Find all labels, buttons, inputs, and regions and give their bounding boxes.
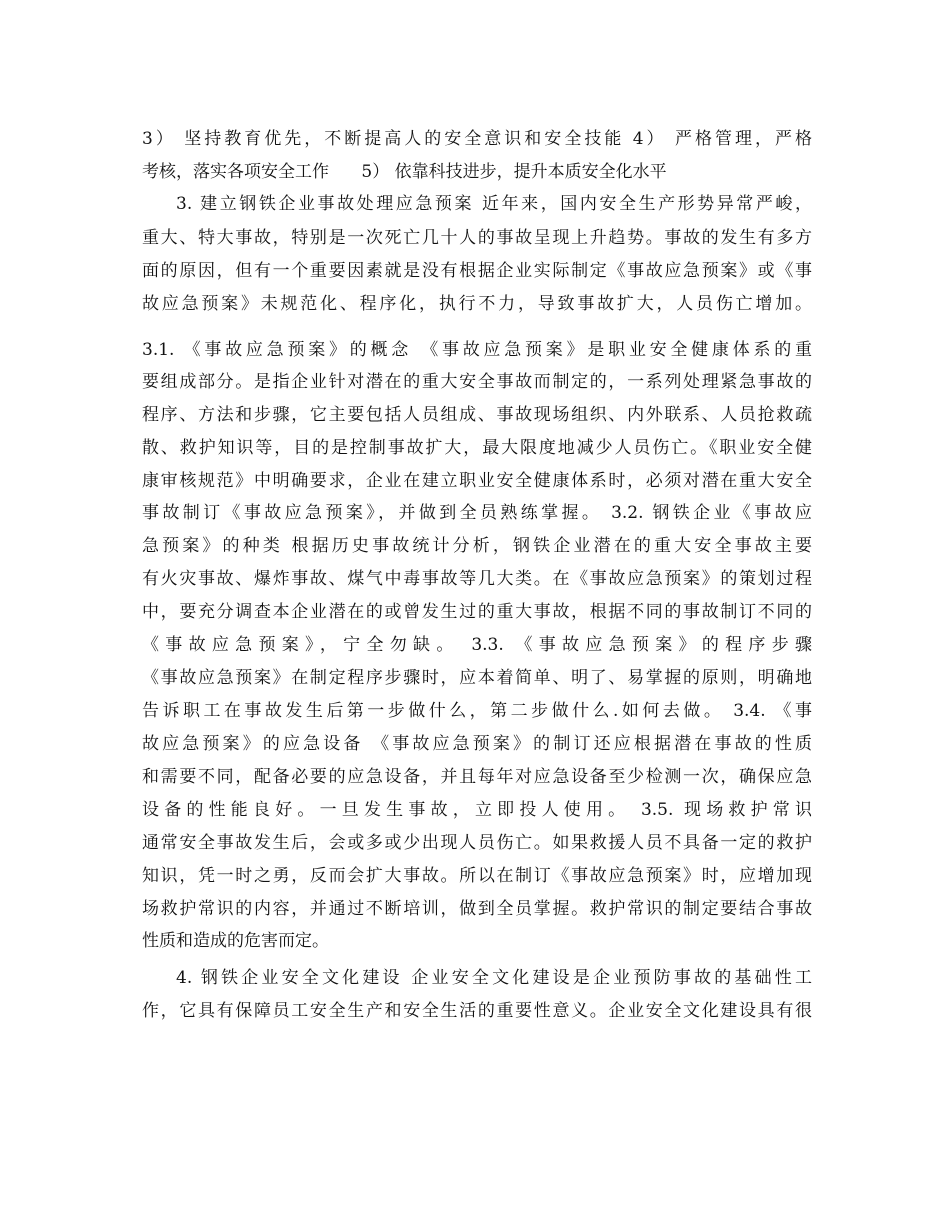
text-line: 和需要不同，配备必要的应急设备，并且每年对应急设备至少检测一次，确保应急 — [142, 767, 812, 787]
text-line: 考核，落实各项安全工作 5） 依靠科技进步，提升本质安全化水平 — [142, 162, 667, 182]
text-line: 《事故应急预案》在制定程序步骤时，应本着简单、明了、易掌握的原则，明确地 — [142, 668, 812, 688]
text-line: 知识，凭一时之勇，反而会扩大事故。所以在制订《事故应急预案》时，应增加现 — [142, 866, 812, 886]
text-line: 3.1. 《事故应急预案》的概念 《事故应急预案》是职业安全健康体系的重 — [142, 340, 812, 360]
text-line: 面的原因，但有一个重要因素就是没有根据企业实际制定《事故应急预案》或《事 — [142, 261, 812, 281]
text-line: 重大、特大事故，特别是一次死亡几十人的事故呈现上升趋势。事故的发生有多方 — [142, 228, 812, 248]
text-line: 急预案》的种类 根据历史事故统计分析，钢铁企业潜在的重大安全事故主要 — [142, 536, 812, 556]
text-line: 告诉职工在事故发生后第一步做什么，第二步做什么.如何去做。 3.4. 《事 — [142, 701, 812, 721]
text-line: 作，它具有保障员工安全生产和安全生活的重要性意义。企业安全文化建设具有很 — [142, 1001, 812, 1021]
text-line: 故应急预案》的应急设备 《事故应急预案》的制订还应根据潜在事故的性质 — [142, 734, 812, 754]
text-line: 康审核规范》中明确要求，企业在建立职业安全健康体系时，必须对潜在重大安全 — [142, 471, 812, 491]
text-line: 程序、方法和步骤，它主要包括人员组成、事故现场组织、内外联系、人员抢救疏 — [142, 405, 812, 425]
text-line: 设备的性能良好。一旦发生事故，立即投人使用。 3.5. 现场救护常识 — [142, 800, 812, 820]
text-line: 事故制订《事故应急预案》，并做到全员熟练掌握。 3.2. 钢铁企业《事故应 — [142, 503, 812, 523]
text-line: 有火灾事故、爆炸事故、煤气中毒事故等几大类。在《事故应急预案》的策划过程 — [142, 569, 812, 589]
text-line: 性质和造成的危害而定。 — [142, 931, 329, 951]
text-line: 场救护常识的内容，并通过不断培训，做到全员掌握。救护常识的制定要结合事故 — [142, 899, 812, 919]
text-line: 故应急预案》未规范化、程序化，执行不力，导致事故扩大，人员伤亡增加。 — [142, 294, 812, 314]
text-line: 要组成部分。是指企业针对潜在的重大安全事故而制定的，一系列处理紧急事故的 — [142, 372, 812, 392]
text-line: 通常安全事故发生后，会或多或少出现人员伤亡。如果救援人员不具备一定的救护 — [142, 833, 812, 853]
text-line: 3. 建立钢铁企业事故处理应急预案 近年来，国内安全生产形势异常严峻， — [176, 194, 812, 214]
text-line: 3） 坚持教育优先，不断提高人的安全意识和安全技能 4） 严格管理，严格 — [142, 129, 812, 149]
text-line: 《事故应急预案》，宁全勿缺。 3.3. 《事故应急预案》的程序步骤 — [142, 635, 812, 655]
text-line: 4. 钢铁企业安全文化建设 企业安全文化建设是企业预防事故的基础性工 — [176, 968, 812, 988]
text-line: 中，要充分调查本企业潜在的或曾发生过的重大事故，根据不同的事故制订不同的 — [142, 602, 812, 622]
text-line: 散、救护知识等，目的是控制事故扩大，最大限度地减少人员伤亡。《职业安全健 — [142, 438, 812, 458]
